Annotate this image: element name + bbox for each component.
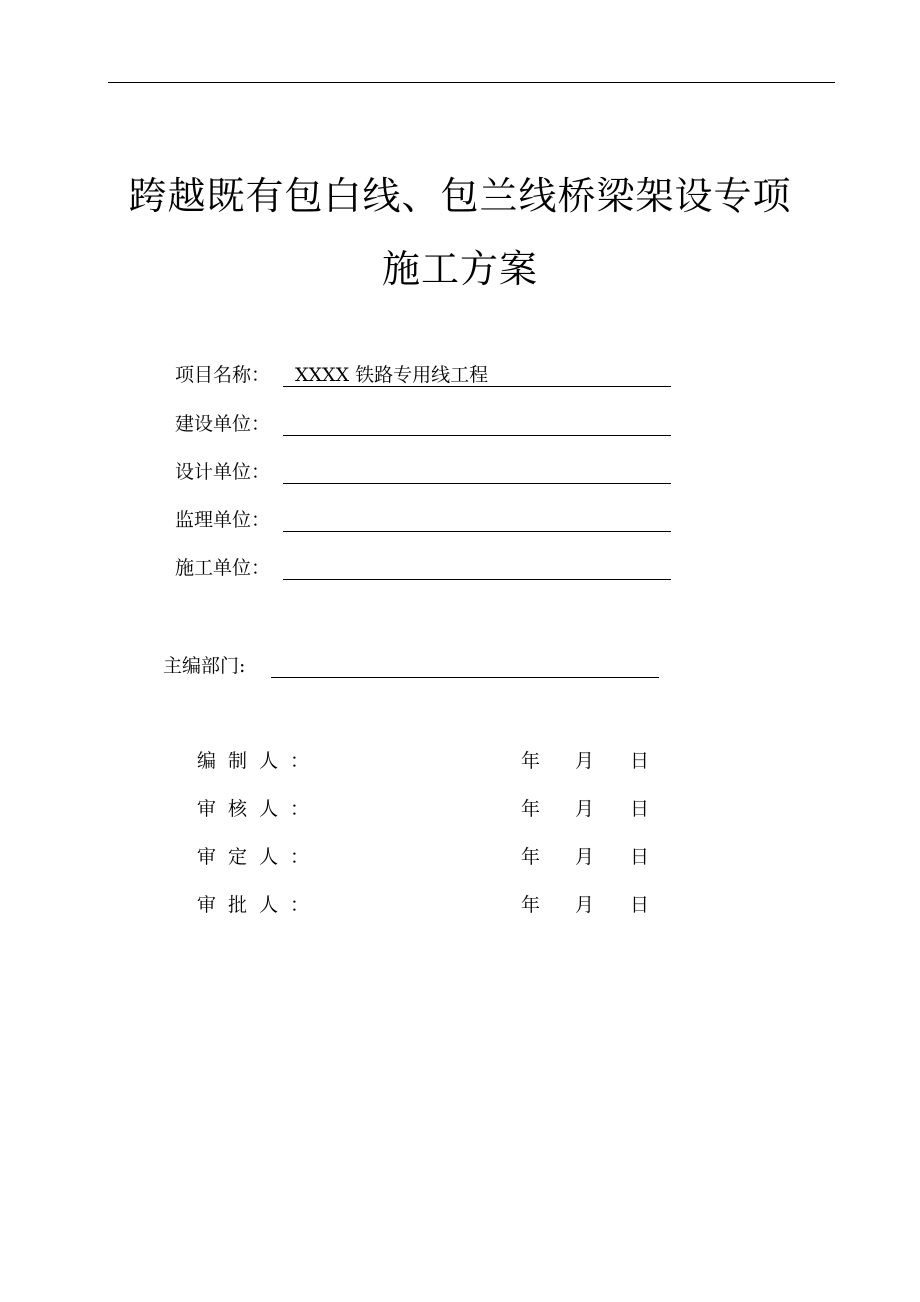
field-underline bbox=[283, 579, 671, 580]
signature-row-approver-final bbox=[197, 892, 657, 918]
dept-underline bbox=[271, 677, 659, 678]
field-label: 设计单位： bbox=[175, 461, 271, 483]
signature-year: 年 bbox=[521, 894, 541, 916]
signature-role: 审定人： bbox=[197, 846, 322, 868]
signature-day: 日 bbox=[630, 798, 650, 820]
field-label: 项目名称： bbox=[175, 364, 271, 386]
dept-label: 主编部门: bbox=[163, 655, 246, 677]
signature-role: 审批人： bbox=[197, 894, 322, 916]
field-label: 建设单位： bbox=[175, 413, 271, 435]
field-label: 施工单位： bbox=[175, 557, 271, 579]
field-underline bbox=[283, 386, 671, 387]
signature-day: 日 bbox=[630, 750, 650, 772]
signature-month: 月 bbox=[575, 846, 595, 868]
signature-row-compiler bbox=[197, 748, 657, 774]
signature-year: 年 bbox=[521, 846, 541, 868]
field-underline bbox=[283, 435, 671, 436]
signature-row-approver-verify bbox=[197, 844, 657, 870]
field-underline bbox=[283, 531, 671, 532]
field-label: 监理单位： bbox=[175, 509, 271, 531]
signature-role: 编制人： bbox=[197, 750, 322, 772]
signature-day: 日 bbox=[630, 894, 650, 916]
field-underline bbox=[283, 483, 671, 484]
signature-year: 年 bbox=[521, 798, 541, 820]
signature-role: 审核人： bbox=[197, 798, 322, 820]
document-title-line-2: 施工方案 bbox=[381, 247, 538, 291]
header-rule bbox=[108, 82, 835, 83]
signature-year: 年 bbox=[521, 750, 541, 772]
signature-month: 月 bbox=[575, 798, 595, 820]
signature-day: 日 bbox=[630, 846, 650, 868]
signature-month: 月 bbox=[575, 894, 595, 916]
signature-month: 月 bbox=[575, 750, 595, 772]
document-title-line-1: 跨越既有包白线、包兰线桥梁架设专项 bbox=[128, 174, 792, 218]
signature-row-reviewer bbox=[197, 796, 657, 822]
field-value: XXXX 铁路专用线工程 bbox=[295, 364, 489, 386]
